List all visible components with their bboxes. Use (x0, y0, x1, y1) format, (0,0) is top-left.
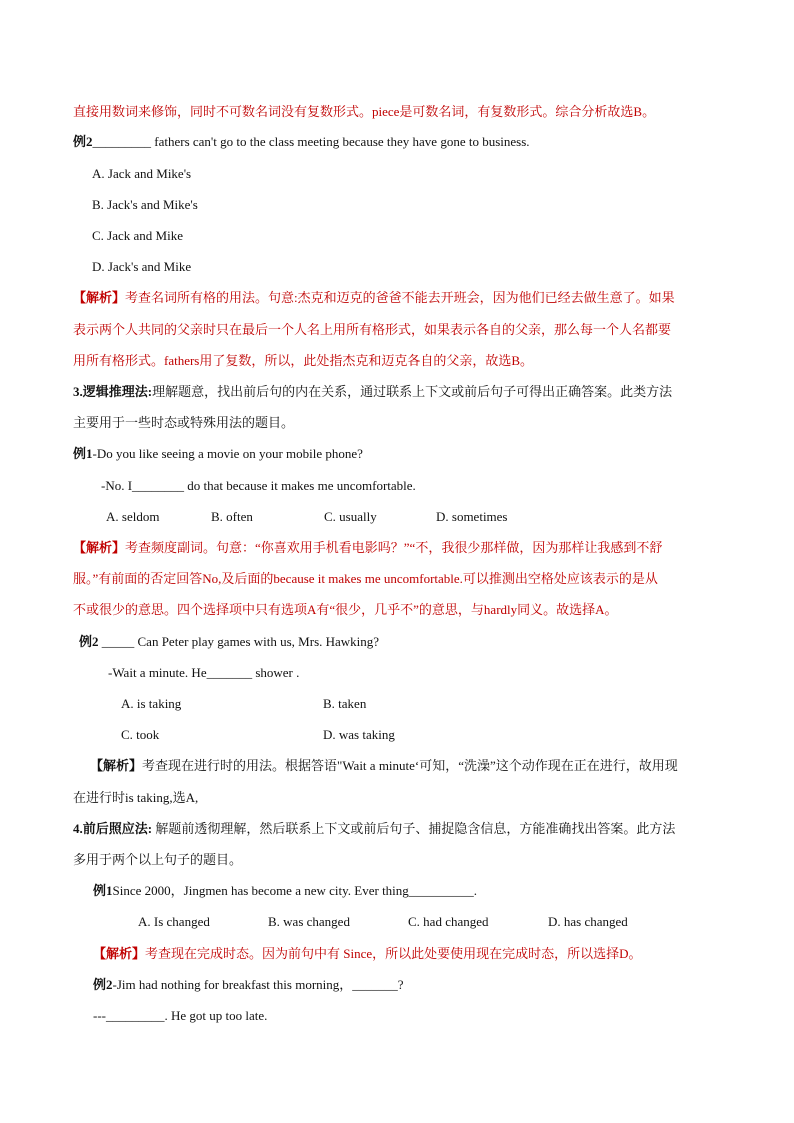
question-text: -Do you like seeing a movie on your mobile phone? (92, 446, 363, 461)
method-title: 3.逻辑推理法: (73, 384, 153, 399)
option-d: D. sometimes (436, 509, 508, 524)
example-question (93, 883, 477, 899)
example-question (93, 977, 404, 993)
analysis-paragraph (73, 540, 662, 556)
example-label: 例2 (93, 977, 113, 992)
analysis-tag: 【解析】 (93, 946, 146, 961)
answer-line: ---_________. He got up too late. (93, 1008, 268, 1023)
analysis-text: 不或很少的意思。四个选择项中只有选项A有“很少，几乎不”的意思，与hardly同义。故选择A。 (73, 602, 618, 617)
question-text: -Jim had nothing for breakfast this morning，_______? (112, 977, 404, 992)
answer-line: -No. I________ do that because it makes me uncomfortable. (101, 478, 416, 493)
option-b: B. Jack's and Mike's (92, 197, 198, 212)
example-label: 例1 (73, 446, 93, 461)
method-text: 理解题意，找出前后句的内在关系，通过联系上下文或前后句子可得出正确答案。此类方法 (152, 384, 673, 399)
analysis-paragraph (73, 290, 675, 306)
option-a: A. Jack and Mike's (92, 166, 192, 181)
analysis-tag: 【解析】 (90, 758, 143, 773)
option-b: B. taken (323, 696, 367, 711)
example-question (73, 446, 363, 462)
option-c: C. usually (324, 509, 377, 524)
question-text: _____ Can Peter play games with us, Mrs. Hawking? (101, 634, 380, 649)
example-label: 例2 (73, 134, 93, 149)
analysis-paragraph (93, 946, 642, 962)
option-d: D. Jack's and Mike (92, 259, 192, 274)
analysis-text: 考查现在进行时的用法。根据答语"Wait a minute‘可知，“洗澡”这个动作现在正在进行，故用现 (142, 758, 678, 773)
analysis-tag: 【解析】 (73, 540, 126, 555)
analysis-tag: 【解析】 (73, 290, 126, 305)
method-heading (73, 384, 672, 400)
example-question (79, 634, 379, 650)
question-text: Since 2000，Jingmen has become a new city. Ever thing__________. (112, 883, 478, 898)
question-text: _________ fathers can't go to the class meeting because they have gone to business. (92, 134, 530, 149)
analysis-text: 考查频度副词。句意：“你喜欢用手机看电影吗？”“不，我很少那样做，因为那样让我感到不舒 (125, 540, 663, 555)
example-label: 例1 (93, 883, 113, 898)
example-question (73, 134, 530, 150)
analysis-text: 服。”有前面的否定回答No,及后面的because it makes me uncomfortable.可以推测出空格处应该表示的是从 (73, 571, 658, 586)
analysis-text: 考查现在完成时态。因为前句中有 Since，所以此处要使用现在完成时态，所以选择D。 (145, 946, 642, 961)
option-c: C. had changed (408, 914, 489, 929)
option-a: A. is taking (121, 696, 182, 711)
analysis-text: 表示两个人共同的父亲时只在最后一个人名上用所有格形式，如果表示各自的父亲，那么每一个人名都要 (73, 322, 672, 337)
text-line: 直接用数词来修饰，同时不可数名词没有复数形式。piece是可数名词，有复数形式。综合分析故选B。 (73, 104, 656, 119)
analysis-paragraph (90, 758, 678, 774)
method-title: 4.前后照应法: (73, 821, 153, 836)
analysis-text: 在进行时is taking,选A, (73, 790, 199, 805)
option-d: D. was taking (323, 727, 395, 742)
analysis-text: 用所有格形式。fathers用了复数，所以，此处指杰克和迈克各自的父亲，故选B。 (73, 353, 534, 368)
option-d: D. has changed (548, 914, 628, 929)
option-a: A. seldom (106, 509, 160, 524)
example-label: 例2 (79, 634, 99, 649)
method-text: 主要用于一些时态或特殊用法的题目。 (73, 415, 295, 430)
answer-line: -Wait a minute. He_______ shower . (108, 665, 300, 680)
option-b: B. was changed (268, 914, 350, 929)
option-a: A. Is changed (138, 914, 210, 929)
method-text: 多用于两个以上句子的题目。 (73, 852, 243, 867)
method-heading (73, 821, 675, 837)
option-c: C. Jack and Mike (92, 228, 183, 243)
analysis-text: 考查名词所有格的用法。句意:杰克和迈克的爸爸不能去开班会，因为他们已经去做生意了。如果 (125, 290, 675, 305)
option-c: C. took (121, 727, 160, 742)
method-text: 解题前透彻理解，然后联系上下文或前后句子、捕捉隐含信息，方能准确找出答案。此方法 (152, 821, 676, 836)
option-b: B. often (211, 509, 253, 524)
